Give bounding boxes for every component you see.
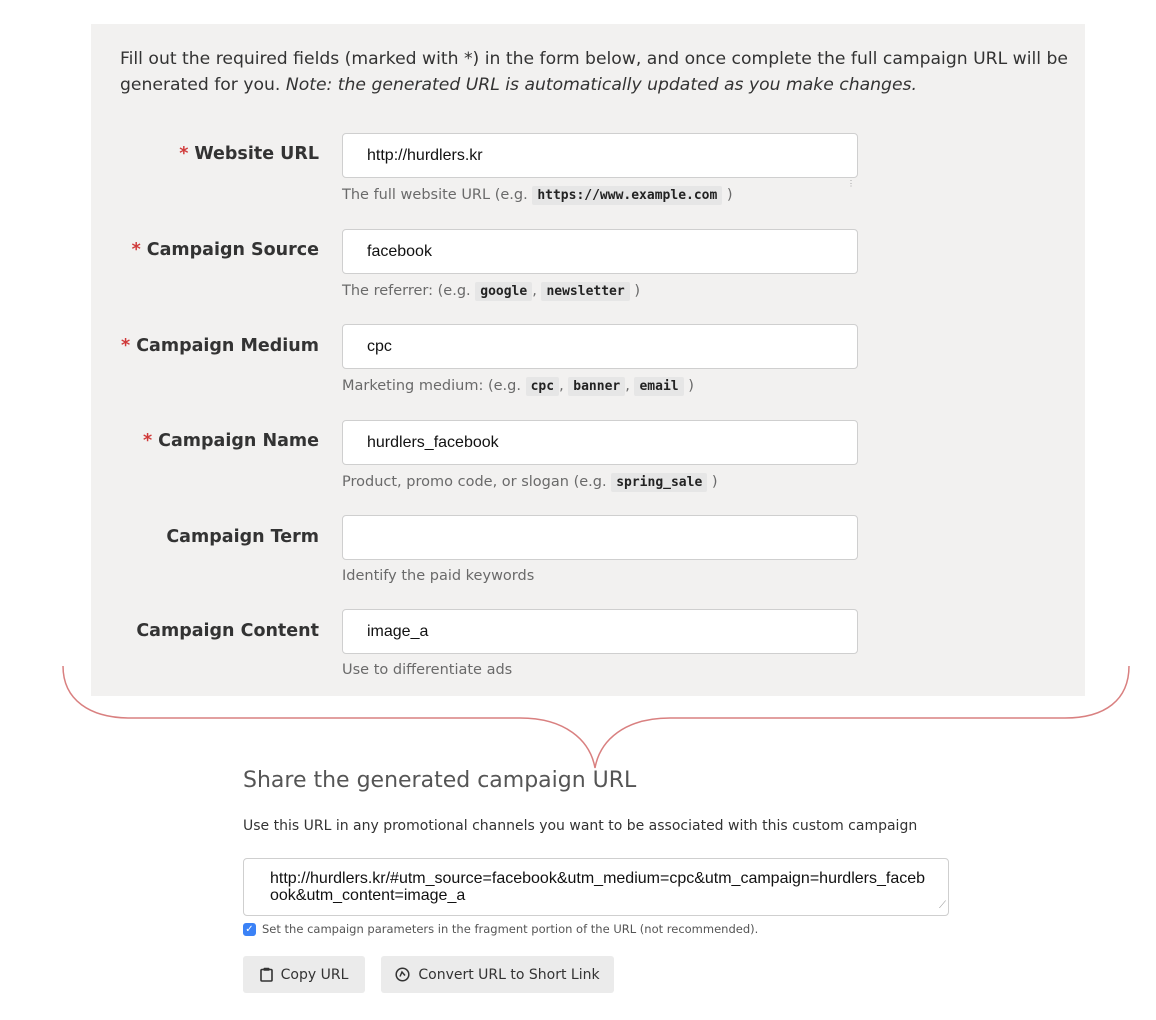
campaign-source-help: The referrer: (e.g. google , newsletter ) [342, 283, 640, 299]
campaign-source-input[interactable] [342, 229, 858, 274]
campaign-medium-value: cpc [367, 338, 392, 355]
campaign-medium-input[interactable] [342, 324, 858, 369]
campaign-name-value: hurdlers_facebook [367, 434, 499, 451]
campaign-content-value: image_a [367, 623, 429, 640]
website-url-help-suffix: ) [722, 187, 733, 203]
website-url-label [89, 144, 319, 164]
website-url-input[interactable] [342, 133, 858, 188]
example-code: spring_sale [611, 473, 707, 492]
campaign-content-label-text: Campaign Content [136, 621, 319, 641]
website-url-label-text: Website URL [194, 144, 319, 164]
resize-grip-icon: ⋮ [847, 179, 855, 188]
campaign-medium-help-prefix: Marketing medium: (e.g. [342, 378, 526, 394]
campaign-source-help-suffix: ) [629, 283, 640, 299]
clipboard-icon [260, 967, 273, 982]
form-intro [120, 46, 1075, 98]
required-marker: * [142, 431, 153, 451]
example-code: google [475, 282, 532, 301]
campaign-source-label-text: Campaign Source [146, 240, 319, 260]
example-code: email [634, 377, 683, 396]
generated-url-value: http://hurdlers.kr/#utm_source=facebook&utm_medium=cpc&utm_campaign=hurdlers_facebook&utm_content=image_a [270, 870, 926, 904]
campaign-name-input[interactable] [342, 420, 858, 465]
campaign-content-help: Use to differentiate ads [342, 662, 513, 678]
campaign-term-input[interactable] [342, 515, 858, 560]
campaign-medium-label [89, 336, 319, 356]
example-code: cpc [526, 377, 559, 396]
share-description: Use this URL in any promotional channels you want to be associated with this custom campaign [243, 818, 918, 834]
share-title: Share the generated campaign URL [243, 768, 637, 793]
convert-short-link-button[interactable] [381, 956, 614, 993]
copy-url-label: Copy URL [280, 966, 349, 983]
website-url-value: http://hurdlers.kr [367, 147, 483, 164]
campaign-medium-help: Marketing medium: (e.g. cpc , banner , email ) [342, 378, 694, 394]
example-code: banner [568, 377, 625, 396]
website-url-help-prefix: The full website URL (e.g. [342, 187, 533, 203]
campaign-term-help: Identify the paid keywords [342, 568, 535, 584]
convert-short-link-label: Convert URL to Short Link [418, 966, 600, 983]
website-url-help [342, 187, 733, 203]
campaign-medium-help-suffix: ) [683, 378, 694, 394]
intro-text: Fill out the required fields (marked with *) in the form below, and once complete the full campaign URL will be generated for you. [120, 49, 1068, 95]
brace-path [63, 666, 1129, 768]
campaign-name-label [89, 431, 319, 451]
campaign-name-label-text: Campaign Name [158, 431, 319, 451]
campaign-term-label-text: Campaign Term [166, 527, 319, 547]
required-marker: * [121, 336, 131, 356]
copy-url-button[interactable] [243, 956, 365, 993]
campaign-term-label [89, 527, 319, 547]
campaign-name-help-suffix: ) [707, 474, 718, 490]
campaign-content-label [89, 621, 319, 641]
campaign-source-label [89, 240, 319, 260]
campaign-source-value: facebook [367, 243, 432, 260]
intro-note: Note: the generated URL is automatically updated as you make changes. [285, 75, 917, 95]
fragment-checkbox[interactable]: ✓ [243, 923, 256, 936]
campaign-source-help-prefix: The referrer: (e.g. [342, 283, 476, 299]
required-marker: * [179, 144, 189, 164]
campaign-medium-label-text: Campaign Medium [136, 336, 319, 356]
link-icon [395, 967, 410, 982]
generated-url-textarea[interactable] [243, 858, 949, 916]
required-marker: * [131, 240, 141, 260]
curly-brace-divider [0, 660, 1156, 780]
campaign-form-panel [91, 24, 1085, 696]
fragment-checkbox-label: Set the campaign parameters in the fragment portion of the URL (not recommended). [262, 922, 759, 936]
campaign-name-help-prefix: Product, promo code, or slogan (e.g. [342, 474, 612, 490]
campaign-content-input[interactable] [342, 609, 858, 654]
fragment-option[interactable] [243, 922, 758, 936]
example-code: newsletter [541, 282, 629, 301]
example-code: https://www.example.com [532, 186, 722, 205]
resize-handle-icon[interactable]: ⟋ [939, 900, 946, 911]
campaign-name-help [342, 474, 718, 490]
